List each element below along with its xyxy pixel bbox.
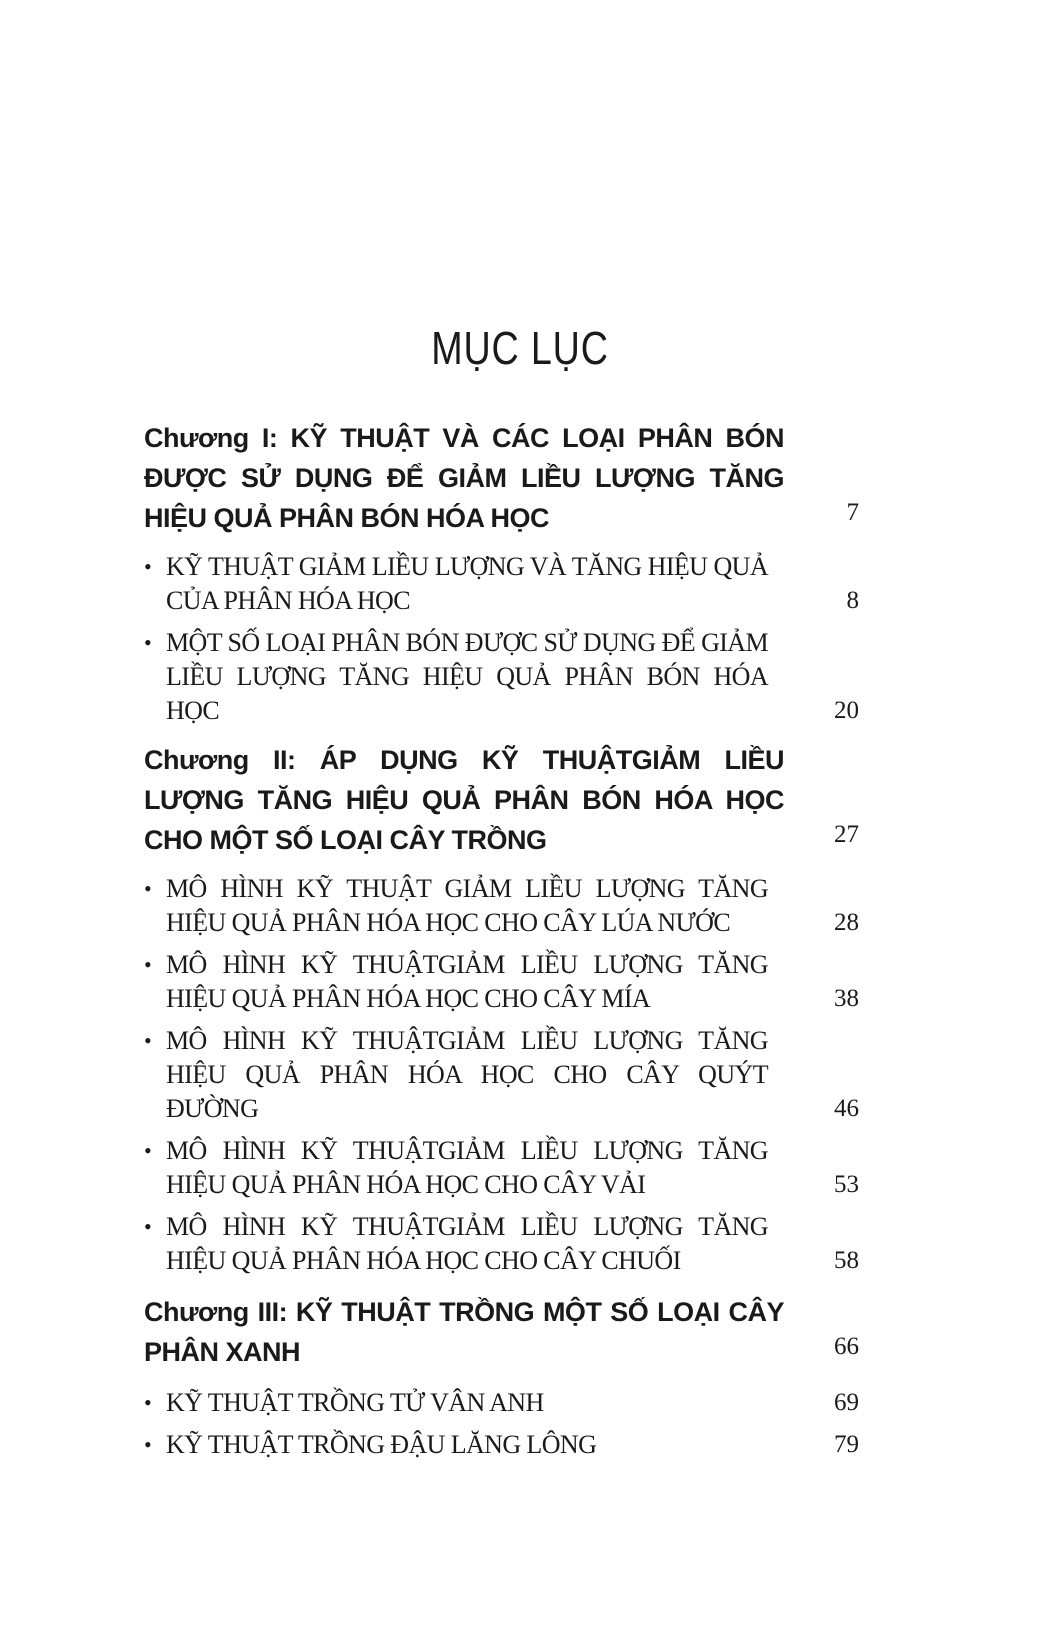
toc-chapter-2	[144, 740, 904, 860]
entry-text: KỸ THUẬT GIẢM LIỀU LƯỢNG VÀ TĂNG HIỆU QUẢ CỦA PHÂN HÓA HỌC	[166, 552, 768, 615]
page-number: 46	[834, 1095, 859, 1122]
toc-chapter-1	[144, 418, 904, 538]
toc-entry	[144, 1386, 904, 1420]
toc-entry	[144, 948, 904, 1016]
page-number: 20	[834, 697, 859, 724]
page-number: 7	[846, 499, 859, 526]
page-number: 38	[834, 985, 859, 1012]
chapter-title: Chương II: ÁP DỤNG KỸ THUẬTGIẢM LIỀU LƯỢNG TĂNG HIỆU QUẢ PHÂN BÓN HÓA HỌC CHO MỘT SỐ LOẠI CÂY TRỒNG	[144, 745, 784, 855]
entry-text: MÔ HÌNH KỸ THUẬTGIẢM LIỀU LƯỢNG TĂNG HIỆU QUẢ PHÂN HÓA HỌC CHO CÂY CHUỐI	[166, 1212, 768, 1275]
toc-chapter-3	[144, 1292, 904, 1372]
page-number: 8	[846, 587, 859, 614]
page-number: 66	[834, 1333, 859, 1360]
entry-text: KỸ THUẬT TRỒNG TỬ VÂN ANH	[166, 1388, 544, 1417]
page-number: 69	[834, 1389, 859, 1416]
entry-text: MÔ HÌNH KỸ THUẬTGIẢM LIỀU LƯỢNG TĂNG HIỆU QUẢ PHÂN HÓA HỌC CHO CÂY VẢI	[166, 1136, 768, 1199]
entry-text: KỸ THUẬT TRỒNG ĐẬU LĂNG LÔNG	[166, 1430, 597, 1459]
toc-entry	[144, 1428, 904, 1462]
entry-text: MỘT SỐ LOẠI PHÂN BÓN ĐƯỢC SỬ DỤNG ĐỂ GIẢM LIỀU LƯỢNG TĂNG HIỆU QUẢ PHÂN BÓN HÓA HỌC	[166, 628, 768, 725]
page-title: MỤC LỤC	[431, 322, 609, 374]
bullet-icon: •	[144, 1390, 152, 1415]
page-number: 28	[834, 909, 859, 936]
bullet-icon: •	[144, 1432, 152, 1457]
chapter-title: Chương III: KỸ THUẬT TRỒNG MỘT SỐ LOẠI CÂY PHÂN XANH	[144, 1297, 784, 1367]
entry-text: MÔ HÌNH KỸ THUẬTGIẢM LIỀU LƯỢNG TĂNG HIỆU QUẢ PHÂN HÓA HỌC CHO CÂY QUÝT ĐƯỜNG	[166, 1026, 768, 1123]
chapter-title: Chương I: KỸ THUẬT VÀ CÁC LOẠI PHÂN BÓN ĐƯỢC SỬ DỤNG ĐỂ GIẢM LIỀU LƯỢNG TĂNG HIỆU QUẢ PHÂN BÓN HÓA HỌC	[144, 423, 784, 533]
toc-entry	[144, 1134, 904, 1202]
page-number: 53	[834, 1171, 859, 1198]
bullet-icon: •	[144, 1214, 152, 1239]
page-number: 58	[834, 1247, 859, 1274]
toc-entry	[144, 1024, 904, 1126]
page-number: 79	[834, 1431, 859, 1458]
toc-entry	[144, 1210, 904, 1278]
entry-text: MÔ HÌNH KỸ THUẬTGIẢM LIỀU LƯỢNG TĂNG HIỆU QUẢ PHÂN HÓA HỌC CHO CÂY MÍA	[166, 950, 768, 1013]
toc-entry	[144, 626, 904, 728]
toc-entry	[144, 872, 904, 940]
bullet-icon: •	[144, 1028, 152, 1053]
bullet-icon: •	[144, 876, 152, 901]
toc-entry	[144, 550, 904, 618]
bullet-icon: •	[144, 1138, 152, 1163]
bullet-icon: •	[144, 630, 152, 655]
bullet-icon: •	[144, 952, 152, 977]
page-number: 27	[834, 821, 859, 848]
entry-text: MÔ HÌNH KỸ THUẬT GIẢM LIỀU LƯỢNG TĂNG HIỆU QUẢ PHÂN HÓA HỌC CHO CÂY LÚA NƯỚC	[166, 874, 768, 937]
table-of-contents	[144, 418, 904, 1462]
bullet-icon: •	[144, 554, 152, 579]
